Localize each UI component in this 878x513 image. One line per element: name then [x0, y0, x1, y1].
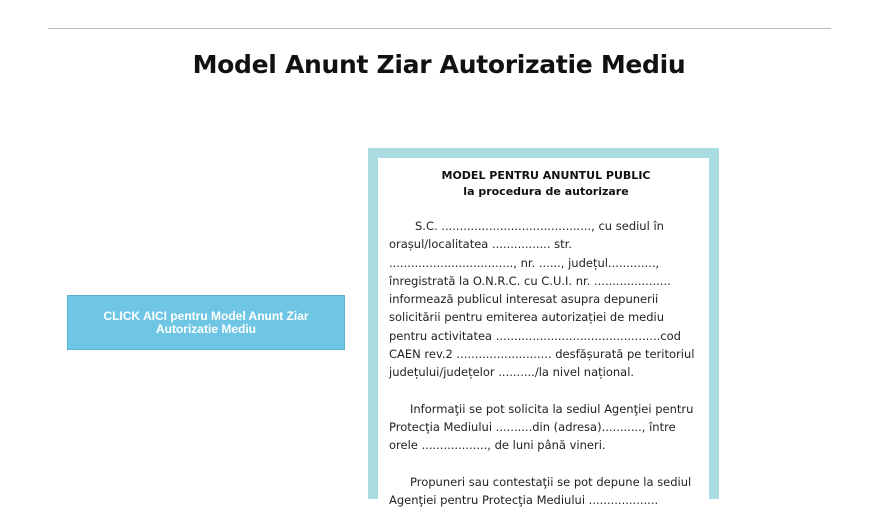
document-paper: [378, 158, 709, 507]
document-preview-image[interactable]: [368, 148, 719, 507]
download-model-button[interactable]: [67, 295, 345, 350]
document-paragraph-1-text: S.C. ........................................., cu sediul în orașul/localitatea ................ str. .................................., nr. ......, județul............., înregistrată la O.N.R.C. cu C.U.I. nr. ..................... informează publicul interesat asupra depunerii solicitării pentru emiterea autorizației de mediu pentru activitatea .............................................cod CAEN rev.2 .......................... desfășurată pe teritoriul județului/județelor ........../la nivel național.: [389, 219, 695, 380]
document-paragraph-1: [389, 217, 703, 382]
document-heading-line1: MODEL PENTRU ANUNTUL PUBLIC: [441, 169, 651, 182]
document-paragraph-2-text: Informaţii se pot solicita la sediul Agenţiei pentru Protecţia Mediului ..........din (adresa)..........., între orele .................., de luni până vineri.: [389, 401, 694, 453]
page-title: Model Anunt Ziar Autorizatie Mediu: [192, 50, 686, 79]
document-heading-line2: la procedura de autorizare: [463, 185, 629, 198]
document-paragraph-3-text: Propuneri sau contestaţii se pot depune la sediul Agenţiei pentru Protecţia Mediului ...................: [389, 474, 692, 507]
document-paragraph-3: [389, 473, 703, 510]
top-divider: [48, 28, 831, 29]
document-paragraph-2: [389, 400, 703, 455]
download-model-button-label: CLICK AICI pentru Model Anunt Ziar Autorizatie Mediu: [103, 308, 309, 336]
